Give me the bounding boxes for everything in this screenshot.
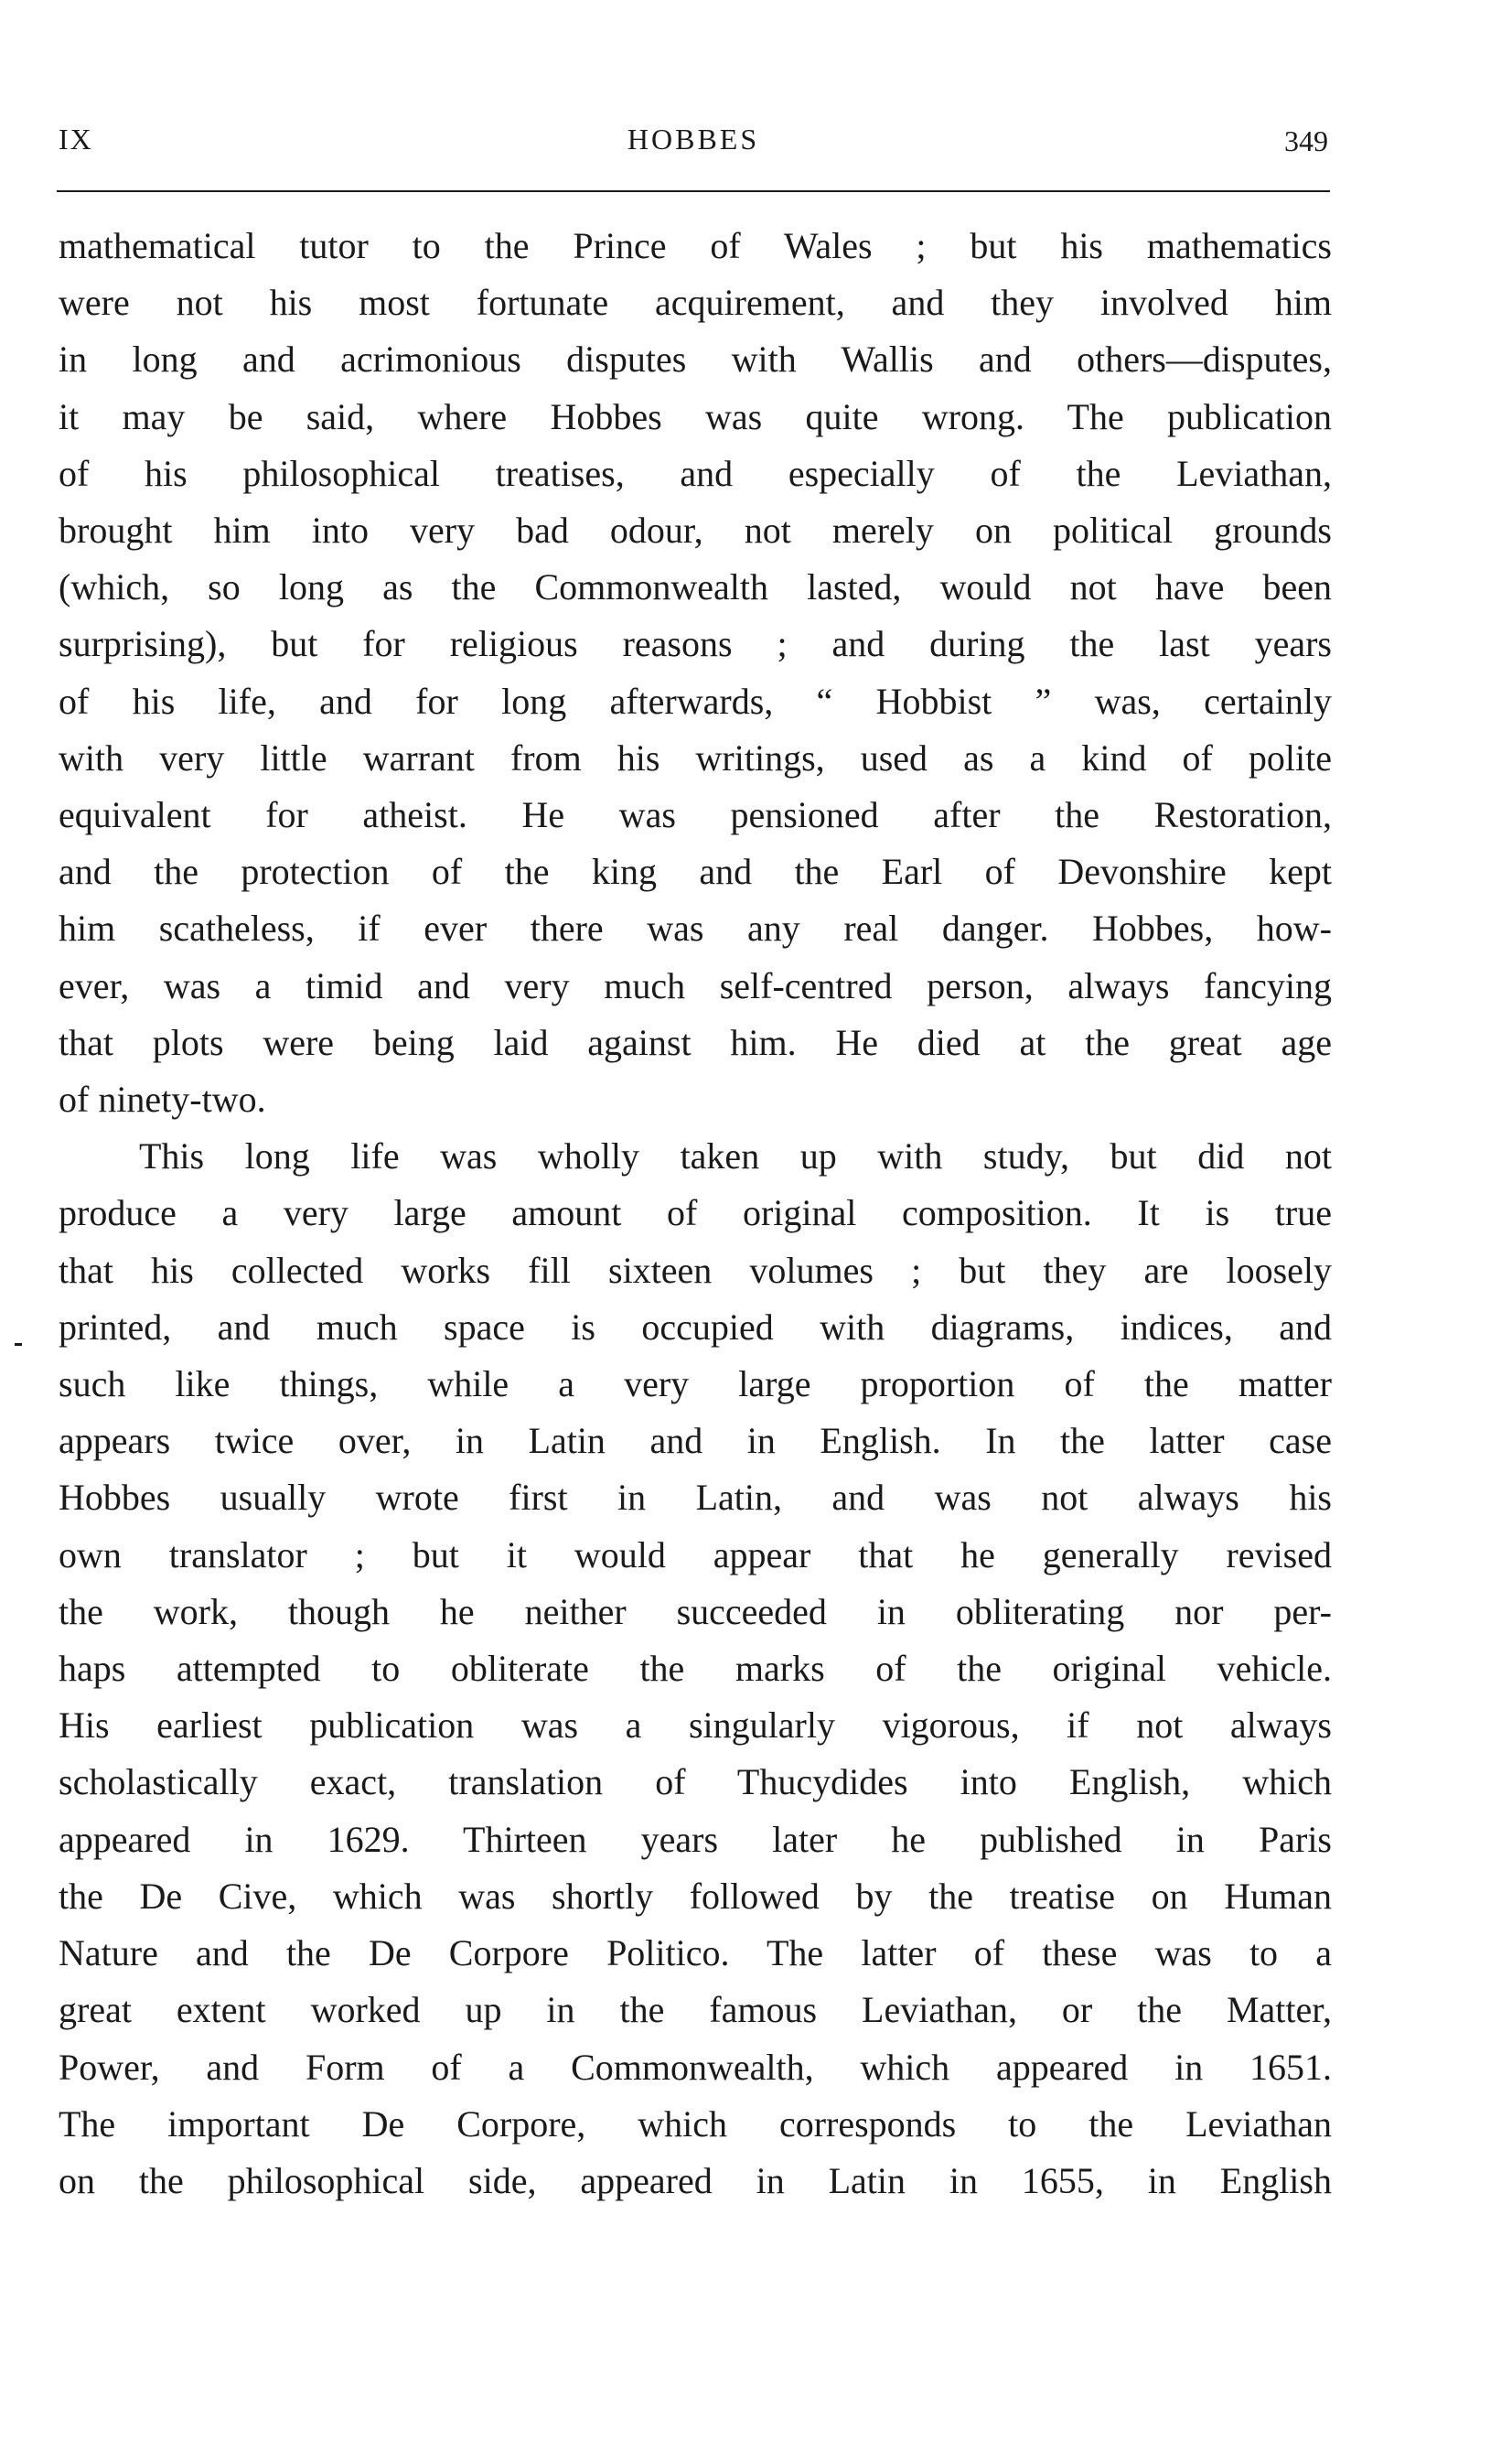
body-text <box>59 218 1332 2209</box>
text-line: surprising), but for religious reasons ; and during the last years <box>59 623 1332 665</box>
text-line: of his life, and for long afterwards, “ Hobbist ” was, certainly <box>59 680 1332 722</box>
paragraph-1 <box>59 218 1332 1128</box>
text-line: were not his most fortunate acquirement, and they involved him <box>59 282 1332 324</box>
text-line: and the protection of the king and the Earl of Devonshire kept <box>59 851 1332 893</box>
text-line: printed, and much space is occupied with diagrams, indices, and <box>59 1306 1332 1348</box>
header-rule <box>57 190 1330 192</box>
text-line: such like things, while a very large proportion of the matter <box>59 1363 1332 1405</box>
page-number: 349 <box>1284 124 1328 157</box>
text-line: appeared in 1629. Thirteen years later he published in Paris <box>59 1818 1332 1860</box>
text-line: it may be said, where Hobbes was quite wrong. The publication <box>59 395 1332 437</box>
text-line: that his collected works fill sixteen volumes ; but they are loosely <box>59 1249 1332 1291</box>
text-line: This long life was wholly taken up with study, but did not <box>139 1135 1332 1177</box>
text-line: ever, was a timid and very much self-centred person, always fancying <box>59 964 1332 1006</box>
text-line: with very little warrant from his writings, used as a kind of polite <box>59 736 1332 779</box>
text-line: on the philosophical side, appeared in Latin in 1655, in English <box>59 2159 1332 2201</box>
text-line: the De Cive, which was shortly followed by the treatise on Human <box>59 1875 1332 1917</box>
text-line: him scatheless, if ever there was any real danger. Hobbes, how- <box>59 908 1332 950</box>
margin-mark <box>15 1343 22 1346</box>
text-line: Power, and Form of a Commonwealth, which appeared in 1651. <box>59 2046 1332 2088</box>
text-line: brought him into very bad odour, not merely on political grounds <box>59 510 1332 552</box>
text-line: of ninety-two. <box>59 1079 266 1121</box>
text-line: Nature and the De Corpore Politico. The latter of these was to a <box>59 1932 1332 1974</box>
chapter-number: IX <box>59 123 93 156</box>
text-line: produce a very large amount of original composition. It is true <box>59 1192 1332 1234</box>
running-title: HOBBES <box>627 123 760 156</box>
text-line: The important De Corpore, which corresponds to the Leviathan <box>59 2102 1332 2145</box>
text-line: (which, so long as the Commonwealth lasted, would not have been <box>59 566 1332 608</box>
text-line: great extent worked up in the famous Leviathan, or the Matter, <box>59 1989 1332 2031</box>
text-line: His earliest publication was a singularly vigorous, if not always <box>59 1704 1332 1747</box>
text-line: Hobbes usually wrote first in Latin, and was not always his <box>59 1477 1332 1519</box>
text-line: appears twice over, in Latin and in English. In the latter case <box>59 1420 1332 1462</box>
text-line: haps attempted to obliterate the marks of the original vehicle. <box>59 1648 1332 1690</box>
text-line: own translator ; but it would appear that he generally revised <box>59 1533 1332 1575</box>
text-line: the work, though he neither succeeded in obliterating nor per- <box>59 1590 1332 1632</box>
text-line: mathematical tutor to the Prince of Wales ; but his mathematics <box>59 225 1332 266</box>
text-line: of his philosophical treatises, and especially of the Leviathan, <box>59 452 1332 494</box>
paragraph-2 <box>59 1128 1332 2209</box>
text-line: equivalent for atheist. He was pensioned after the Restoration, <box>59 794 1332 836</box>
running-head <box>59 115 1328 161</box>
text-line: scholastically exact, translation of Thucydides into English, which <box>59 1761 1332 1803</box>
text-line: that plots were being laid against him. He died at the great age <box>59 1021 1332 1063</box>
text-line: in long and acrimonious disputes with Wallis and others—disputes, <box>59 339 1332 381</box>
